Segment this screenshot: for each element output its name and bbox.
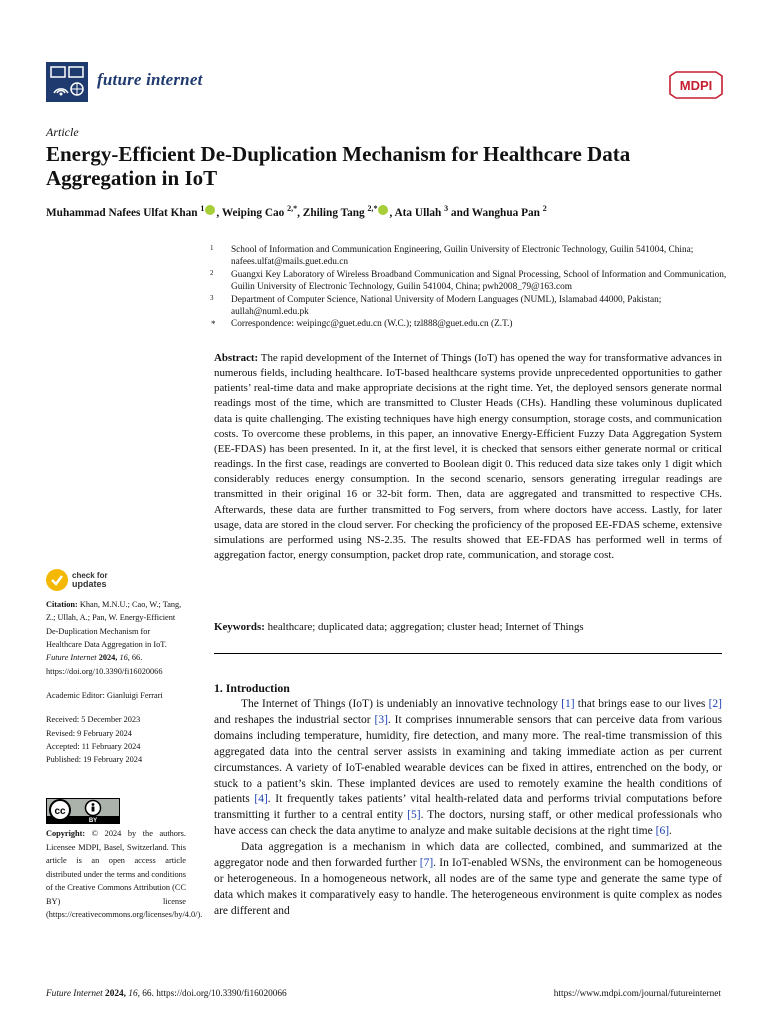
orcid-icon[interactable] — [205, 205, 215, 215]
footer-journal-url[interactable]: https://www.mdpi.com/journal/futureinternet — [553, 989, 721, 999]
author-affiliation-mark: 2,* — [287, 204, 298, 213]
affiliation-number: 2 — [210, 268, 214, 277]
journal-name: future internet — [97, 70, 203, 89]
affiliation-text: Department of Computer Science, National University of Modern Languages (NUML), Islamabad 44000, Pakistan; aullah@numl.edu.pk — [231, 294, 662, 318]
affiliation-text: Guangxi Key Laboratory of Wireless Broadband Communication and Signal Processing, School of Information and Communication, Guilin University of Electronic Technology, Guilin 541004, China; pwh2008_79@163.com — [231, 269, 727, 293]
reference-link[interactable]: [1] — [561, 698, 575, 710]
affiliation-item — [210, 318, 730, 330]
author-name: Weiping Cao — [221, 206, 288, 219]
reference-link[interactable]: [2] — [708, 698, 722, 710]
abstract — [214, 351, 722, 563]
citation: Citation: Khan, M.N.U.; Cao, W.; Tang, Z.; Ullah, A.; Pan, W. Energy-Efficient De-Duplication Mechanism for Healthcare Data Aggregation in IoT. Future Internet 2024, 16, 66. https://doi.org/10.3390/fi16020066 — [46, 600, 182, 676]
divider — [214, 653, 722, 654]
reference-link[interactable]: [3] — [374, 713, 388, 726]
reference-link[interactable]: [7] — [419, 857, 434, 870]
abstract-label: Abstract: — [214, 352, 259, 364]
check-updates-line2: updates — [72, 579, 107, 589]
accepted-date: Accepted: 11 February 2024 — [46, 742, 141, 752]
affiliations — [210, 244, 730, 331]
author-affiliation-mark: 2 — [542, 204, 547, 213]
cc-by-label: BY — [88, 818, 98, 824]
author-affiliation-mark: 2,* — [367, 204, 378, 213]
affiliation-item — [210, 294, 730, 319]
keywords — [214, 621, 722, 633]
revised-date: Revised: 9 February 2024 — [46, 728, 132, 738]
affiliation-text: Correspondence: weipingc@guet.edu.cn (W.C.); tzl888@guet.edu.cn (Z.T.) — [231, 319, 513, 330]
affiliation-item — [210, 269, 730, 294]
affiliation-number: 3 — [210, 293, 214, 302]
article-info-sidebar — [46, 598, 186, 767]
mdpi-logo-icon[interactable] — [666, 70, 724, 100]
article-title: Energy-Efficient De-Duplication Mechanism for Healthcare Data Aggregation in IoT — [46, 142, 631, 190]
copyright-notice: Copyright: © 2024 by the authors. Licensee MDPI, Basel, Switzerland. This article is an open access article distributed under the terms and conditions of the Creative Commons Attribution (CC BY) license (https://creativecommons.org/licenses/by/4.0/). — [46, 829, 203, 919]
cc-by-license-icon[interactable] — [46, 798, 120, 824]
affiliation-item — [210, 244, 730, 269]
keywords-label: Keywords: — [214, 621, 265, 633]
affiliation-number: * — [211, 319, 216, 330]
introduction-body — [214, 697, 722, 920]
affiliation-number: 1 — [210, 244, 214, 252]
abstract-text: The rapid development of the Internet of Things (IoT) has opened the way for transformative advances in numerous fields, including healthcare. IoT-based healthcare systems provide unprecedented opportunities to gather patients’ real-time data and make appropriate decisions at the right time. Yet, the deployed sensors generate normal readings most of the time, which are transmitted to Cluster Heads (CHs). Handling these voluminous duplicated data is quite challenging. The existing techniques have high energy consumption, storage costs, and communication costs. To overcome these problems, in this paper, an innovative Energy-Efficient Fuzzy Data Aggregation System (EE-FDAS) has been presented. In it, at the first level, it is checked that sensors either generate normal or critical readings. In the first case, readings are converted to Boolean digit 0. This reduced data size takes only 1 digit which considerably reduces energy consumption. In the second scenario, sensors generating irregular readings are transmitted in their original 16 or 32-bit form. Then, data are aggregated and transmitted to respective CHs. Afterwards, these data are further transmitted to Fog servers, from where doctors have access. Lastly, for later usage, data are stored in the cloud server. For checking the proficiency of the proposed EE-FDAS scheme, extensive simulations are performed using NS-2.35. The results showed that EE-FDAS has performed well in terms of aggregation factor, energy consumption, packet drop rate, communication, and storage cost. — [214, 352, 722, 562]
check-updates-icon — [46, 569, 68, 591]
keywords-text: healthcare; duplicated data; aggregation; cluster head; Internet of Things — [267, 621, 584, 633]
author-affiliation-mark: 1 — [200, 204, 205, 213]
reference-link[interactable]: [6] — [655, 825, 670, 838]
footer-citation: Future Internet 2024, 16, 66. https://doi.org/10.3390/fi16020066 — [46, 989, 287, 999]
author-name: Zhiling Tang — [302, 206, 368, 219]
check-updates-line1: check for — [72, 571, 108, 580]
orcid-icon[interactable] — [378, 205, 388, 215]
paragraph: The Internet of Things (IoT) is undeniably an innovative technology [1] that brings ease to our lives [2] and reshapes the industrial sector [3]. It comprises innumerable sensors that can perceive data from various domains including temperature, humidity, fire detection, and many more. The real-time transmission of this aggregated data into the central server assists in examining and taking immediate action as per current circumstances. A variety of IoT-enabled wearable devices can be fixed in attires, entrenched on the body, or stuck to a patient’s skin. These implanted devices are used to remotely examine the health conditions of patients [4]. It frequently takes patients’ vital health-related data and performs trivial computations before transmitting it further to a central entity [5]. The doctors, nursing staff, or other medical professionals who have access can check the data anytime to analyze and make suitable decisions at the right time [6]. — [214, 698, 722, 838]
published-date: Published: 19 February 2024 — [46, 755, 143, 765]
journal-logo-icon — [46, 62, 88, 102]
check-for-updates-button[interactable] — [46, 569, 126, 593]
section-heading-introduction: 1. Introduction — [214, 681, 290, 695]
reference-link[interactable]: [5] — [407, 809, 421, 822]
author-name: Ata Ullah — [394, 206, 445, 219]
article-type: Article — [46, 125, 79, 139]
author-name: Wanghua Pan — [471, 206, 543, 219]
publisher-name: MDPI — [679, 78, 713, 93]
academic-editor: Academic Editor: Gianluigi Ferrari — [46, 691, 163, 701]
author-affiliation-mark: 3 — [444, 204, 449, 213]
received-date: Received: 5 December 2023 — [46, 715, 141, 725]
reference-link[interactable]: [4] — [254, 793, 268, 806]
svg-text:cc: cc — [54, 806, 66, 817]
author-name: Muhammad Nafees Ulfat Khan — [46, 206, 201, 219]
author-list: Muhammad Nafees Ulfat Khan $^1$ , Weiping Cao $^{2,*}$, Zhiling Tang $^{2,*}$ , Ata Ullah $^3$ and Wanghua Pan $^2$ — [46, 204, 547, 219]
paragraph: Data aggregation is a mechanism in which data are collected, combined, and summarized at the aggregator node and then forwarded further [7]. In IoT-enabled WSNs, the environment can be homogeneous or heterogeneous. In a homogeneous network, all nodes are of the same type and generate the same type of data which makes it comparatively easy to handle. The heterogeneous environment is quite complex as nodes are different and — [214, 841, 722, 917]
affiliation-text: School of Information and Communication Engineering, Guilin University of Electronic Technology, Guilin 541004, China; nafees.ulfat@mails.guet.edu.cn — [231, 245, 694, 268]
